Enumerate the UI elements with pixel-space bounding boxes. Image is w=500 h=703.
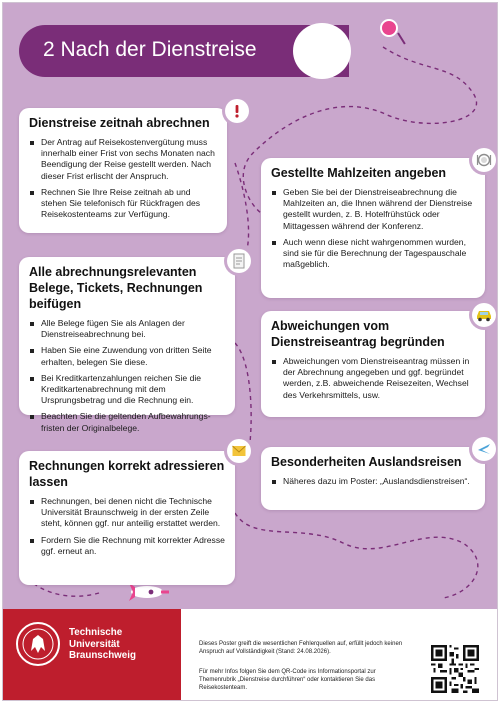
card-rechnungen-adressieren bbox=[19, 451, 235, 585]
plate-icon bbox=[472, 148, 496, 172]
university-logo-block bbox=[3, 609, 181, 701]
bullet-list bbox=[29, 318, 225, 434]
list-item: Alle Belege fügen Sie als Anlagen der Dienstreiseabrechnung bei. bbox=[29, 318, 225, 340]
title-circle-decoration bbox=[293, 23, 351, 79]
bullet-list bbox=[29, 496, 225, 557]
receipt-icon bbox=[227, 249, 251, 273]
disclaimer-note: Dieses Poster greift die wesentlichen Fehlerquellen auf, erfüllt jedoch keinen Anspruch auf Vollständigkeit (Stand: 24.08.2026). bbox=[199, 641, 403, 655]
card-heading: Abweichungen vom Dienstreiseantrag begründen bbox=[271, 319, 445, 349]
envelope-icon bbox=[227, 439, 251, 463]
list-item: Abweichungen vom Dienstreiseantrag müssen in der Abrechnung angegeben und ggf. begründet werden, z.B. abweichende Reisezeiten, Wechsel des Verkehrsmittels, usw. bbox=[271, 356, 475, 401]
list-item: Der Antrag auf Reisekostenvergütung muss innerhalb einer Frist von sechs Monaten nach Beendigung der Reise gestellt werden. Nach dieser Frist erlischt der Anspruch. bbox=[29, 137, 217, 182]
list-item: Beachten Sie die geltenden Aufbewahrungs-fristen der Originalbelege. bbox=[29, 411, 225, 433]
poster bbox=[2, 2, 498, 701]
card-belege-beifuegen bbox=[19, 257, 235, 433]
bullet-list bbox=[271, 476, 475, 487]
card-heading: Besonderheiten Auslandsreisen bbox=[271, 455, 462, 469]
bullet-list bbox=[271, 187, 475, 270]
card-auslandsreisen bbox=[261, 447, 485, 510]
airplane-icon bbox=[472, 437, 496, 461]
university-name-line: Universität bbox=[69, 638, 120, 650]
rocket-icon bbox=[129, 583, 169, 601]
map-pin-icon bbox=[380, 19, 398, 37]
list-item: Näheres dazu im Poster: „Auslandsdienstreisen“. bbox=[271, 476, 475, 487]
card-heading: Gestellte Mahlzeiten angeben bbox=[271, 166, 447, 180]
footer bbox=[3, 609, 497, 701]
university-seal-icon bbox=[15, 621, 61, 667]
car-icon bbox=[472, 303, 496, 327]
list-item: Haben Sie eine Zuwendung von dritten Seite erhalten, belegen Sie diese. bbox=[29, 345, 225, 367]
card-heading: Dienstreise zeitnah abrechnen bbox=[29, 116, 210, 130]
exclamation-icon bbox=[225, 99, 249, 123]
list-item: Fordern Sie die Rechnung mit korrekter Adresse ggf. erneut an. bbox=[29, 535, 225, 557]
university-name bbox=[69, 627, 136, 662]
card-heading: Alle abrechnungsrelevanten Belege, Tickets, Rechnungen beifügen bbox=[29, 265, 203, 311]
info-note: Für mehr Infos folgen Sie dem QR-Code ins Informationsportal zur Themenrubrik „Dienstreise durchführen“ oder kontaktieren Sie das Reisekostenteam. bbox=[199, 669, 376, 691]
list-item: Bei Kreditkartenzahlungen reichen Sie die Kreditkartenabrechnung mit dem Ursprungsbetrag und die Rechnung ein. bbox=[29, 373, 225, 407]
list-item: Auch wenn diese nicht wahrgenommen wurden, sind sie für die Berechnung der Tagespauschale maßgeblich. bbox=[271, 237, 475, 271]
list-item: Rechnen Sie Ihre Reise zeitnah ab und stehen Sie telefonisch für Rückfragen des Reisekostenteams zur Verfügung. bbox=[29, 187, 217, 221]
qr-code[interactable] bbox=[431, 645, 479, 693]
bullet-list bbox=[29, 137, 217, 220]
card-heading: Rechnungen korrekt adressieren lassen bbox=[29, 459, 225, 489]
university-name-line: Technische bbox=[69, 627, 123, 638]
card-dienstreise-abrechnen bbox=[19, 108, 227, 233]
card-abweichungen bbox=[261, 311, 485, 417]
list-item: Rechnungen, bei denen nicht die Technische Universität Braunschweig in der ersten Zeile steht, können ggf. nur anteilig erstattet werden. bbox=[29, 496, 225, 530]
list-item: Geben Sie bei der Dienstreiseabrechnung die Mahlzeiten an, die Ihnen während der Dienstreise gestellt wurden, z. B. Hotelfrühstück oder Mittagessen während der Konferenz. bbox=[271, 187, 475, 232]
page-title: 2 Nach der Dienstreise bbox=[43, 38, 257, 61]
bullet-list bbox=[271, 356, 475, 401]
card-mahlzeiten bbox=[261, 158, 485, 298]
university-name-line: Braunschweig bbox=[69, 650, 136, 661]
